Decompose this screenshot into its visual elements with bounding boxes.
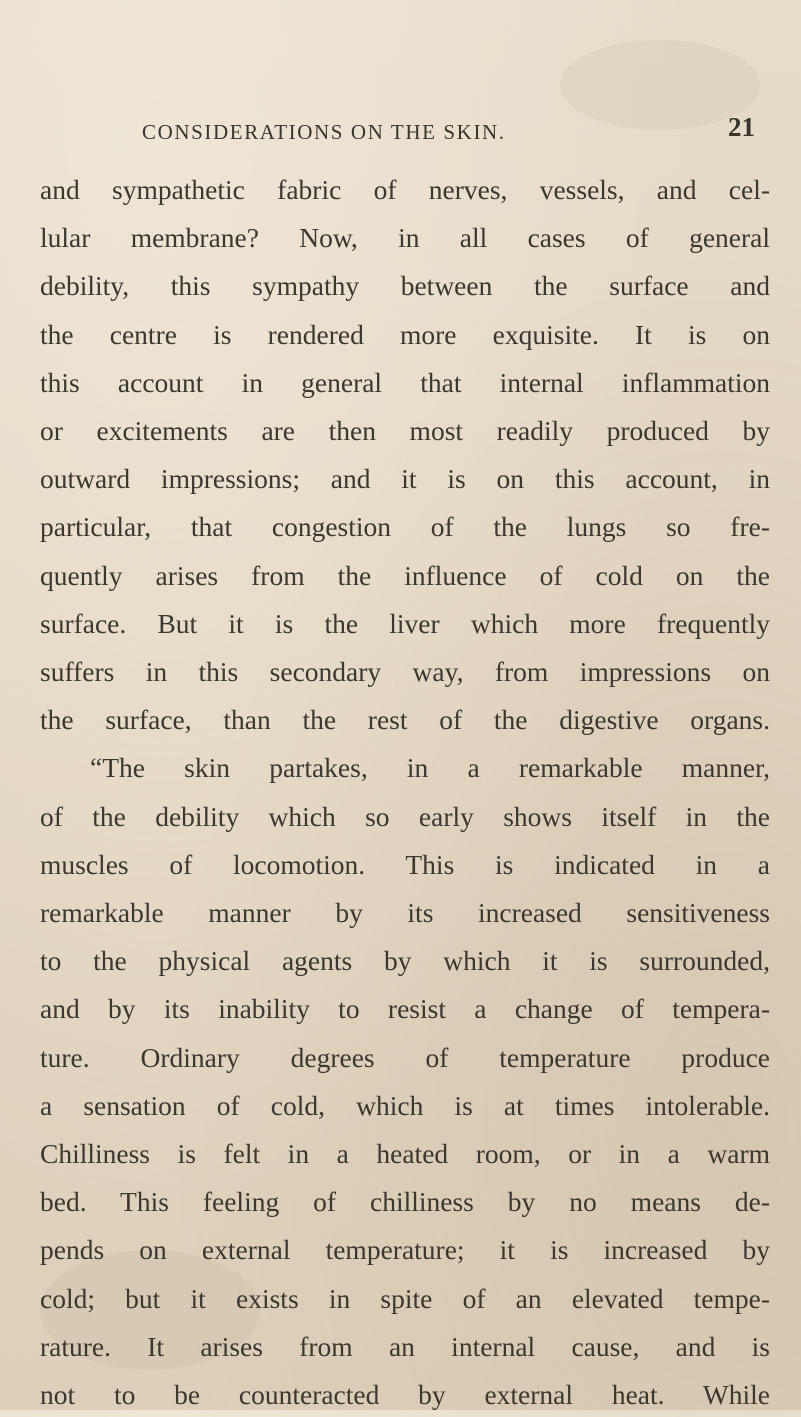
text-line: pends on external temperature; it is increased by (40, 1234, 770, 1266)
text-line: the surface, than the rest of the digestive organs. (40, 704, 770, 736)
text-line: remarkable manner by its increased sensitiveness (40, 897, 770, 928)
text-line: debility, this sympathy between the surface and (40, 270, 770, 302)
text-line: a sensation of cold, which is at times intolerable. (40, 1089, 770, 1121)
text-line: quently arises from the influence of cold on the (40, 559, 770, 591)
text-line: suffers in this secondary way, from impressions on (40, 656, 770, 687)
text-line: this account in general that internal inflammation (40, 366, 770, 398)
page-number: 21 (728, 112, 755, 142)
text-line: particular, that congestion of the lungs so fre- (40, 511, 770, 543)
text-line: Chilliness is felt in a heated room, or in a warm (40, 1138, 770, 1169)
text-line: ture. Ordinary degrees of temperature produce (40, 1041, 770, 1073)
text-line: and sympathetic fabric of nerves, vessels, and cel- (40, 174, 770, 205)
text-line: of the debility which so early shows itself in the (40, 800, 770, 832)
text-line: bed. This feeling of chilliness by no means de- (40, 1186, 770, 1218)
paragraph-start-line: “The skin partakes, in a remarkable manner, (90, 752, 770, 784)
text-line: the centre is rendered more exquisite. It is on (40, 318, 770, 350)
text-line: and by its inability to resist a change of tempera- (40, 993, 770, 1025)
text-line: outward impressions; and it is on this account, in (40, 463, 770, 495)
text-line: surface. But it is the liver which more frequently (40, 607, 770, 639)
text-line: rature. It arises from an internal cause, and is (40, 1330, 770, 1362)
text-line: muscles of locomotion. This is indicated in a (40, 848, 770, 880)
running-title: CONSIDERATIONS ON THE SKIN. (142, 120, 506, 144)
text-line: cold; but it exists in spite of an elevated tempe- (40, 1282, 770, 1314)
text-line: not to be counteracted by external heat. While (40, 1379, 770, 1410)
text-line: or excitements are then most readily produced by (40, 415, 770, 446)
text-line: to the physical agents by which it is surrounded, (40, 945, 770, 977)
text-line: lular membrane? Now, in all cases of general (40, 222, 770, 254)
